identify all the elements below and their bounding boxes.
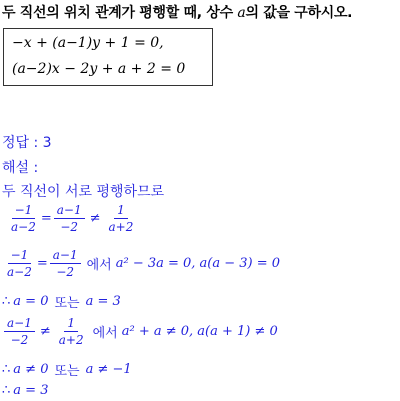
equation-box (3, 28, 213, 86)
solution-step-4 (2, 316, 278, 347)
equation-line-1: −x + (a−1)y + 1 = 0, (12, 35, 164, 51)
therefore-symbol: ∴ (2, 383, 11, 398)
equation-text: a ≠ 0 (13, 362, 49, 377)
question-prefix: 두 직선의 위치 관계가 평행할 때, 상수 (2, 5, 238, 21)
equation-line-2: (a−2)x − 2y + a + 2 = 0 (12, 61, 186, 77)
or-text: 또는 (54, 296, 80, 311)
solution-step-6 (2, 383, 48, 398)
fraction: $\frac{-1}{a-2}$ (7, 248, 32, 279)
therefore-symbol: ∴ (2, 294, 11, 309)
solution-step-2 (2, 248, 280, 279)
solution-step-1 (6, 203, 138, 234)
question-text (2, 2, 352, 22)
fraction: $\frac{a-1}{-2}$ (54, 203, 85, 234)
equation-text: a = 0 (13, 294, 49, 309)
equals-sign: = (40, 211, 52, 226)
not-equal-sign: ≠ (89, 211, 101, 226)
fraction: $\frac{1}{a+2}$ (58, 316, 84, 347)
answer-label: 정답 : 3 (2, 135, 52, 151)
final-answer: a = 3 (13, 383, 49, 398)
solution-intro: 두 직선이 서로 평행하므로 (2, 184, 165, 200)
fraction: $\frac{1}{a+2}$ (108, 203, 134, 234)
fraction: $\frac{a-1}{-2}$ (4, 316, 35, 347)
solution-step-5 (2, 360, 132, 379)
equation-text: a = 3 (85, 294, 121, 309)
or-text: 또는 (54, 364, 80, 379)
question-variable: a (237, 5, 246, 21)
fraction: $\frac{a-1}{-2}$ (50, 248, 81, 279)
connector-text: 에서 (86, 258, 112, 273)
solution-step-3 (2, 292, 121, 311)
not-equal-sign: ≠ (39, 324, 51, 339)
connector-text: 에서 (92, 326, 118, 341)
fraction: $\frac{-1}{a-2}$ (11, 203, 36, 234)
therefore-symbol: ∴ (2, 362, 11, 377)
equation-text: a ≠ −1 (85, 362, 132, 377)
question-suffix: 의 값을 구하시오. (245, 5, 353, 21)
equation-text: a² + a ≠ 0, a(a + 1) ≠ 0 (121, 324, 278, 339)
equation-text: a² − 3a = 0, a(a − 3) = 0 (115, 256, 281, 271)
solution-label: 해설 : (2, 160, 39, 176)
equals-sign: = (36, 256, 48, 271)
